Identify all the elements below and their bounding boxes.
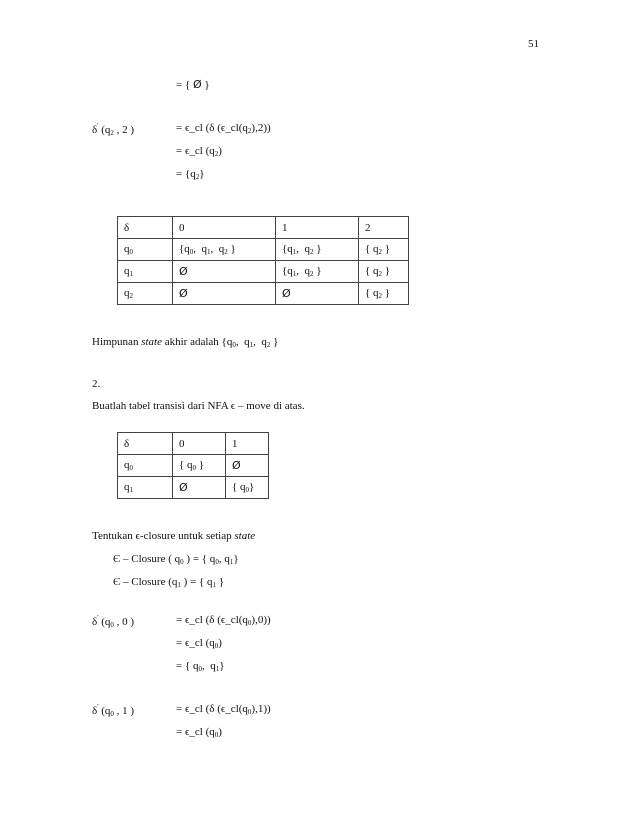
instruction-text: Buatlah tabel transisi dari NFA ϵ – move di atas.	[92, 400, 305, 412]
table-row	[118, 455, 269, 477]
table-cell: $q_1$	[118, 261, 173, 283]
closure-line: Є – Closure ( $q_0$ ) = { $q_0$, $q_1$}	[113, 553, 239, 566]
table-cell: { $q_0$ }	[173, 455, 226, 477]
table-cell: $q_1$	[118, 477, 173, 499]
closure-line: Є – Closure ($q_1$ ) = { $q_1$ }	[113, 576, 225, 589]
table-cell: { $q_0$}	[226, 477, 269, 499]
equation-line: = ϵ_cl (δ $(\epsilon\_cl(q_0),0)$)	[176, 614, 271, 627]
final-state-text: Himpunan state akhir adalah {$q_0$, $q_1$, $q_2$ }	[92, 336, 279, 349]
table-cell: 0	[173, 433, 226, 455]
table-row	[118, 477, 269, 499]
table-cell: $q_0$	[118, 239, 173, 261]
table-header-row	[118, 433, 269, 455]
table-cell: δ	[118, 433, 173, 455]
delta-label: δ' ($q_0$ , 0 )	[92, 614, 135, 629]
table-cell: $q_2$	[118, 283, 173, 305]
delta-label: δ' ($q_0$ , 1 )	[92, 703, 135, 718]
table-cell: Ø	[173, 283, 276, 305]
table-cell: Ø	[226, 455, 269, 477]
table-cell: {$q_1$, $q_2$ }	[276, 239, 359, 261]
equation-line: = ϵ_cl (δ $(\epsilon\_cl(q_0),1)$)	[176, 703, 271, 716]
equation-line: = ϵ_cl $(q_0)$	[176, 726, 222, 739]
table-cell: {$q_0$, $q_1$, $q_2$ }	[173, 239, 276, 261]
table-header-row	[118, 217, 409, 239]
table-cell: 0	[173, 217, 276, 239]
transition-table-nfa	[117, 432, 269, 499]
table-cell: Ø	[276, 283, 359, 305]
table-row	[118, 283, 409, 305]
table-cell: { $q_2$ }	[359, 283, 409, 305]
table-cell: { $q_2$ }	[359, 239, 409, 261]
equation-line: = { $q_0$, $q_1$}	[176, 660, 225, 673]
closure-heading: Tentukan ϵ-closure untuk setiap state	[92, 530, 256, 542]
equation-line: = { Ø }	[176, 78, 210, 91]
section-number: 2.	[92, 378, 101, 390]
table-cell: 2	[359, 217, 409, 239]
table-cell: 1	[226, 433, 269, 455]
equation-line: = ϵ_cl (δ $(\epsilon\_cl(q_2),2)$)	[176, 122, 271, 135]
table-cell: {$q_1$, $q_2$ }	[276, 261, 359, 283]
page-number: 51	[528, 38, 539, 50]
table-cell: { $q_2$ }	[359, 261, 409, 283]
table-cell: Ø	[173, 477, 226, 499]
equation-line: = ϵ_cl $(q_0)$	[176, 637, 222, 650]
table-row	[118, 261, 409, 283]
table-cell: δ	[118, 217, 173, 239]
table-cell: 1	[276, 217, 359, 239]
delta-label: δ' ($q_2$ , 2 )	[92, 122, 135, 137]
equation-line: = ϵ_cl $(q_2)$	[176, 145, 222, 158]
table-cell: Ø	[173, 261, 276, 283]
transition-table-dfa	[117, 216, 409, 305]
equation-line: = $\{q_2\}$	[176, 168, 205, 181]
table-cell: $q_0$	[118, 455, 173, 477]
table-row	[118, 239, 409, 261]
